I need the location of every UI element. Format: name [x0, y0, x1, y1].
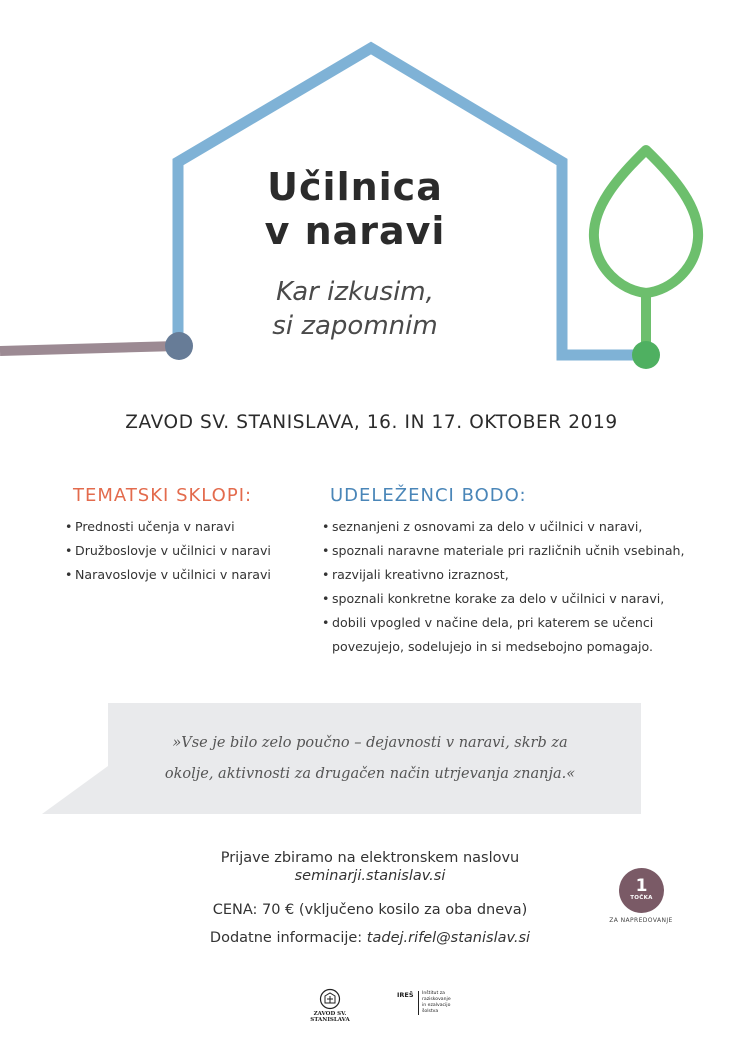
registration-info [150, 850, 590, 884]
registration-email[interactable]: seminarji.stanislav.si [294, 868, 446, 884]
subtitle-line-1: Kar izkusim, [276, 277, 434, 307]
participants-heading: UDELEŽENCI BODO: [330, 485, 527, 506]
list-item: • spoznali naravne materiale pri različnih učnih vsebinah, [322, 543, 685, 558]
list-item: • Družboslovje v učilnici v naravi [65, 543, 271, 558]
list-item: • dobili vpogled v načine dela, pri katerem se učenci [322, 615, 654, 630]
points-label: TOČKA [630, 895, 653, 901]
crest-icon [318, 988, 342, 1010]
event-info: ZAVOD SV. STANISLAVA, 16. IN 17. OKTOBER 2019 [125, 412, 618, 433]
title-line-2: v naravi [264, 209, 446, 253]
list-item-continuation: povezujejo, sodelujejo in si medsebojno pomagajo. [332, 639, 654, 654]
points-caption: ZA NAPREDOVANJE [609, 917, 673, 924]
subtitle-line-2: si zapomnim [272, 311, 438, 341]
testimonial-quote [150, 728, 590, 790]
topics-heading: TEMATSKI SKLOPI: [73, 485, 253, 506]
zavod-logo-text: ZAVOD SV. STANISLAVA [310, 1011, 350, 1023]
quote-line-2: okolje, aktivnosti za drugačen način utrjevanja znanja.« [164, 766, 576, 782]
ires-logo-abbr: IREŠ [397, 991, 414, 999]
contact-email[interactable]: tadej.rifel@stanislav.si [366, 930, 531, 946]
points-badge [619, 868, 664, 913]
list-item: • seznanjeni z osnovami za delo v učilnici v naravi, [322, 519, 643, 534]
list-item: • Naravoslovje v učilnici v naravi [65, 567, 271, 582]
title-line-1: Učilnica [267, 165, 443, 209]
contact-info [150, 930, 590, 946]
list-item: • spoznali konkretne korake za delo v učilnici v naravi, [322, 591, 665, 606]
points-number: 1 [635, 876, 648, 896]
list-item: • Prednosti učenja v naravi [65, 519, 235, 534]
registration-text: Prijave zbiramo na elektronskem naslovu [220, 850, 520, 866]
ires-logo-text: Inštitut za raziskovanje in ezalvacijo šolstva [418, 991, 451, 1015]
list-item: • razvijali kreativno izraznost, [322, 567, 509, 582]
quote-line-1: »Vse je bilo zelo poučno – dejavnosti v naravi, skrb za [172, 735, 568, 751]
contact-label: Dodatne informacije: [209, 930, 367, 946]
price-info: CENA: 70 € (vključeno kosilo za oba dneva) [212, 902, 528, 918]
